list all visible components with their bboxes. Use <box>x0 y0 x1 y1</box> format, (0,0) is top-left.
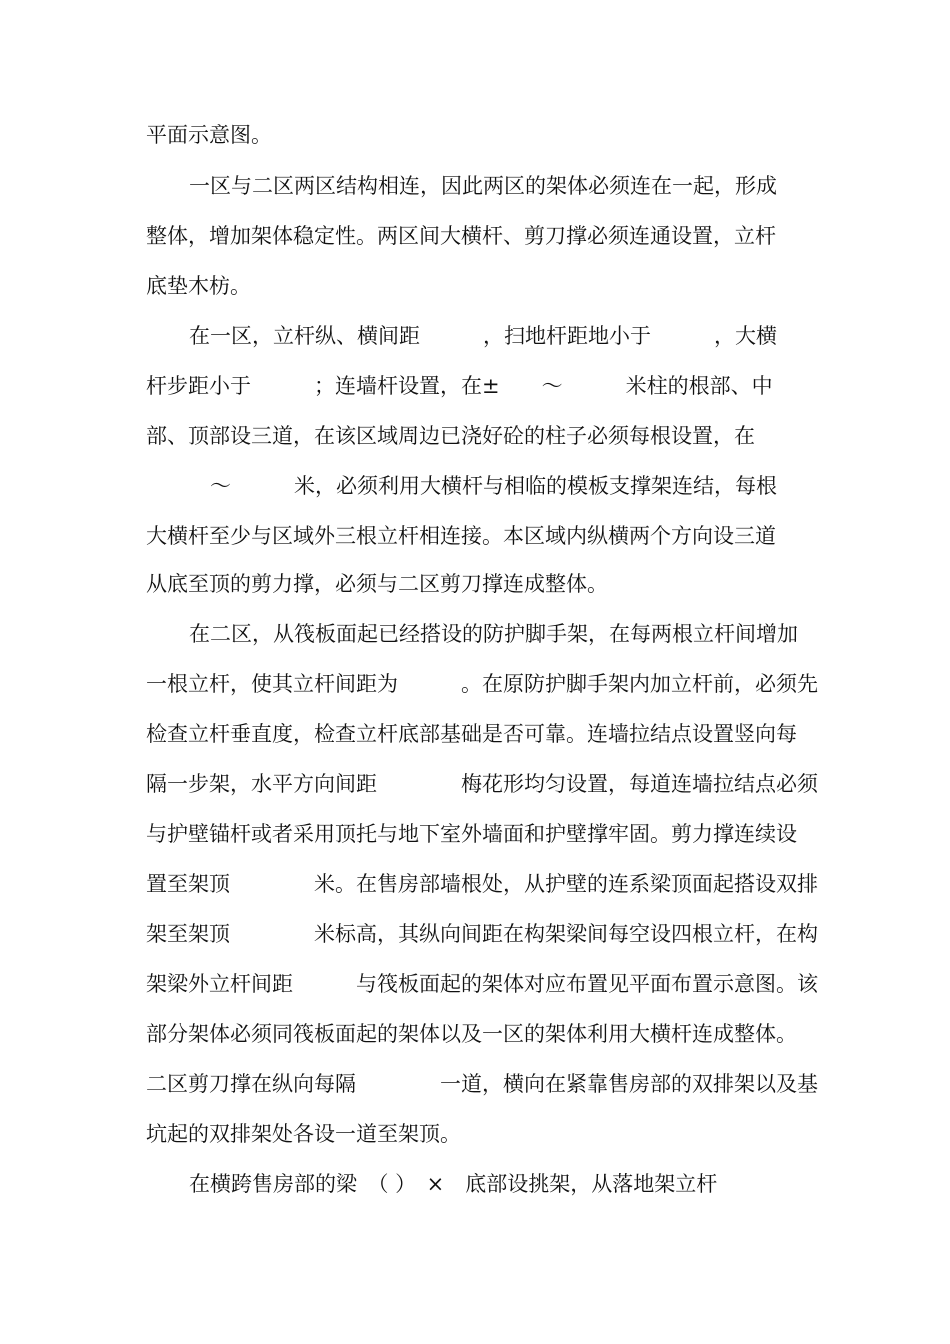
text-line: 隔一步架，水平方向间距 梅花形均匀设置，每道连墙拉结点必须 <box>146 772 818 796</box>
text-line: 平面示意图。 <box>146 123 272 147</box>
text-line: 与护壁锚杆或者采用顶托与地下室外墙面和护壁撑牢固。剪力撑连续设 <box>146 822 797 846</box>
text-line: 二区剪刀撑在纵向每隔 一道，横向在紧靠售房部的双排架以及基 <box>146 1072 818 1096</box>
text-line: 整体，增加架体稳定性。两区间大横杆、剪刀撑必须连通设置，立杆 <box>146 224 776 248</box>
text-line: 检查立杆垂直度，检查立杆底部基础是否可靠。连墙拉结点设置竖向每 <box>146 722 797 746</box>
text-line: 杆步距小于 ；连墙杆设置，在± ～ 米柱的根部、中 <box>146 374 773 398</box>
text-line: 置至架顶 米。在售房部墙根处，从护壁的连系梁顶面起搭设双排 <box>146 872 818 896</box>
text-line: 架梁外立杆间距 与筏板面起的架体对应布置见平面布置示意图。该 <box>146 972 818 996</box>
text-line: 一区与二区两区结构相连，因此两区的架体必须连在一起，形成 <box>189 174 777 198</box>
text-line: 一根立杆，使其立杆间距为 。在原防护脚手架内加立杆前，必须先 <box>146 672 818 696</box>
text-line: 大横杆至少与区域外三根立杆相连接。本区域内纵横两个方向设三道 <box>146 524 776 548</box>
text-line: 在横跨售房部的梁 （ ） × 底部设挑架，从落地架立杆 <box>189 1172 718 1196</box>
text-line: ～ 米，必须利用大横杆与相临的模板支撑架连结，每根 <box>210 474 777 498</box>
text-line: 部分架体必须同筏板面起的架体以及一区的架体利用大横杆连成整体。 <box>146 1022 797 1046</box>
text-line: 架至架顶 米标高，其纵向间距在构架梁间每空设四根立杆，在构 <box>146 922 818 946</box>
text-line: 从底至顶的剪力撑，必须与二区剪刀撑连成整体。 <box>146 572 608 596</box>
text-line: 坑起的双排架处各设一道至架顶。 <box>146 1122 461 1146</box>
text-line: 底垫木枋。 <box>146 274 251 298</box>
text-line: 在一区，立杆纵、横间距 ，扫地杆距地小于 ，大横 <box>189 324 777 348</box>
text-line: 部、顶部设三道，在该区域周边已浇好砼的柱子必须每根设置，在 <box>146 424 755 448</box>
text-line: 在二区，从筏板面起已经搭设的防护脚手架，在每两根立杆间增加 <box>189 622 798 646</box>
